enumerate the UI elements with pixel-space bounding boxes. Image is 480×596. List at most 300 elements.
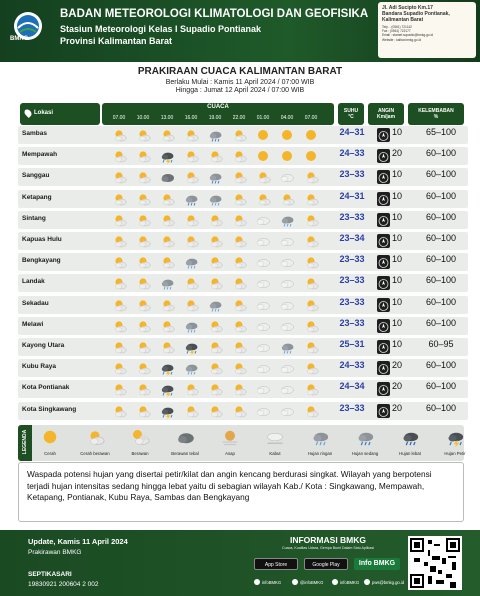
city-name: Kayong Utara — [22, 342, 65, 349]
moderate-rain-icon — [207, 169, 223, 185]
partly-cloudy-icon — [135, 403, 151, 419]
temperature: 25–31 — [339, 339, 365, 349]
kelembaban-label: KELEMBABAN — [418, 108, 454, 114]
temperature: 23–33 — [339, 317, 365, 328]
temperature: 23–33 — [339, 402, 365, 413]
partly-cloudy-icon — [255, 169, 271, 185]
partly-cloudy-icon — [111, 127, 127, 143]
partly-cloudy-icon — [159, 254, 175, 270]
city-name: Ketapang — [22, 193, 52, 201]
city-name: Landak — [22, 278, 45, 286]
table-row — [18, 190, 468, 208]
partly-cloudy-icon — [159, 212, 175, 228]
partly-cloudy-icon — [231, 381, 247, 397]
sunny-icon — [303, 148, 319, 164]
city-name: Sanggau — [22, 172, 50, 180]
cloudy-icon — [255, 360, 271, 376]
forecaster-label: Prakirawan BMKG — [28, 549, 82, 556]
info-title: INFORMASI BMKG — [289, 535, 367, 545]
social-2-label: @infoBMKG — [300, 580, 324, 585]
city-name: Sambas — [22, 130, 47, 137]
partly-cloudy-icon — [183, 212, 199, 228]
wind-direction-icon — [377, 234, 390, 248]
lokasi-label: Lokasi — [34, 110, 54, 116]
sunny-icon — [255, 148, 271, 164]
wind-direction-icon — [377, 319, 390, 333]
partly-cloudy-icon — [207, 360, 223, 376]
light-rain-icon — [279, 212, 295, 228]
cloudy-icon — [255, 254, 271, 270]
wind-direction-icon — [377, 276, 390, 290]
legend-label: Hujan lebat — [399, 451, 421, 456]
partly-cloudy-icon — [135, 254, 151, 270]
city-name: Mempawah — [22, 151, 58, 159]
header-angin — [368, 103, 404, 125]
temperature: 24–33 — [339, 360, 365, 371]
overcast-icon — [159, 169, 175, 185]
social-link-3[interactable] — [332, 579, 359, 587]
partly-cloudy-icon — [159, 339, 175, 355]
table-row — [18, 380, 468, 398]
partly-cloudy-icon — [303, 403, 319, 419]
address-line-3: Kalimantan Barat — [382, 17, 424, 23]
wind-direction-icon — [377, 213, 390, 227]
thunderstorm-icon — [445, 427, 465, 447]
partly-cloudy-icon — [231, 318, 247, 334]
city-name: Kapuas Hulu — [22, 236, 62, 243]
partly-cloudy-icon — [135, 169, 151, 185]
legend-label: Berawan tebal — [171, 451, 199, 456]
forecaster-nip: 19830921 200604 2 002 — [28, 581, 99, 588]
cloudy-icon — [255, 275, 271, 291]
thunderstorm-icon — [159, 360, 175, 376]
valid-from: Berlaku Mulai : Kamis 11 April 2024 / 07:00 WIB — [165, 79, 315, 86]
cloudy-icon — [255, 381, 271, 397]
moderate-rain-icon — [355, 427, 375, 447]
header-kelembaban — [408, 103, 464, 125]
wind-direction-icon — [377, 170, 390, 184]
suhu-label: SUHU — [343, 108, 359, 114]
time-columns — [102, 115, 334, 124]
sunny-icon — [279, 127, 295, 143]
partly-cloudy-icon — [183, 275, 199, 291]
city-name: Kota Pontianak — [22, 384, 70, 392]
partly-cloudy-icon — [183, 233, 199, 249]
wind-direction-icon — [377, 255, 390, 269]
legend-item — [121, 427, 159, 456]
thunderstorm-icon — [159, 403, 175, 419]
moderate-rain-icon — [183, 191, 199, 207]
city-name: Kubu Raya — [22, 363, 56, 371]
cuaca-label: CUACA — [207, 104, 229, 110]
time-label: 01.00 — [256, 115, 270, 121]
info-bmkg-panel — [252, 532, 404, 594]
partly-cloudy-icon — [231, 169, 247, 185]
fog-icon — [265, 427, 285, 447]
time-label: 04.00 — [280, 115, 294, 121]
partly-cloudy-icon — [135, 381, 151, 397]
light-rain-icon — [207, 191, 223, 207]
light-rain-icon — [183, 318, 199, 334]
table-row — [18, 274, 468, 292]
humidity: 60–100 — [425, 190, 457, 201]
partly-cloudy-icon — [183, 297, 199, 313]
header-lokasi — [20, 103, 100, 125]
cloudy-icon — [279, 254, 295, 270]
legend-title: LEGENDA — [22, 429, 28, 455]
logo-text: BMKG — [10, 36, 29, 42]
temperature: 23–33 — [339, 275, 365, 286]
wind-speed: 10 — [392, 233, 403, 243]
forecaster-name: SEPTIKASARI — [28, 571, 72, 578]
time-label: 19.00 — [208, 115, 222, 121]
website-line: Website : kalbar.bmkg.go.id — [382, 37, 422, 42]
temperature: 24–31 — [339, 127, 365, 137]
wind-speed: 20 — [392, 148, 403, 159]
partly-cloudy-icon — [111, 381, 127, 397]
wind-direction-icon — [377, 361, 390, 375]
instagram-icon — [254, 579, 260, 585]
legend-label: Hujan Petir — [444, 451, 466, 456]
facebook-icon — [332, 579, 338, 585]
table-row — [18, 168, 468, 186]
temperature: 23–33 — [339, 254, 365, 265]
angin-unit: Km/jam — [376, 114, 396, 120]
light-rain-icon — [207, 297, 223, 313]
cloudy-icon — [279, 381, 295, 397]
thunderstorm-icon — [159, 148, 175, 164]
partly-cloudy-icon — [135, 360, 151, 376]
humidity: 60–100 — [425, 254, 457, 265]
legend-label: Cerah berawan — [80, 451, 110, 456]
light-rain-icon — [310, 427, 330, 447]
partly-cloudy-icon — [207, 254, 223, 270]
globe-icon — [364, 579, 370, 585]
wind-direction-icon — [377, 149, 390, 163]
partly-cloudy-icon — [207, 275, 223, 291]
partly-cloudy-icon — [303, 169, 319, 185]
partly-cloudy-icon — [303, 275, 319, 291]
legend-item — [211, 427, 249, 456]
humidity: 60–100 — [425, 296, 457, 307]
partly-cloudy-icon — [135, 127, 151, 143]
partly-cloudy-icon — [231, 127, 247, 143]
social-1-label: infoBMKG — [262, 580, 282, 585]
city-name: Sintang — [22, 214, 46, 222]
partly-cloudy-icon — [85, 427, 105, 447]
partly-cloudy-icon — [231, 148, 247, 164]
temperature: 24–33 — [339, 148, 365, 159]
partly-cloudy-icon — [111, 254, 127, 270]
wind-speed: 10 — [392, 339, 403, 349]
header-banner — [0, 0, 480, 62]
wind-direction-icon — [377, 128, 390, 142]
partly-cloudy-icon — [303, 339, 319, 355]
table-row — [18, 338, 468, 356]
wind-speed: 10 — [392, 190, 403, 201]
station-name: Stasiun Meteorologi Kelas I Supadio Pontianak — [60, 24, 262, 34]
partly-cloudy-icon — [231, 297, 247, 313]
header-suhu — [338, 103, 364, 125]
cloudy-icon — [279, 403, 295, 419]
agency-name: BADAN METEOROLOGI KLIMATOLOGI DAN GEOFISIKA — [60, 8, 369, 20]
bmkg-logo-icon — [8, 8, 48, 54]
legend-label: Asap — [225, 451, 235, 456]
city-name: Melawi — [22, 320, 44, 328]
web-link[interactable] — [364, 579, 404, 587]
cloudy-icon — [279, 318, 295, 334]
legend-item — [76, 427, 114, 456]
partly-cloudy-icon — [231, 191, 247, 207]
legend-label: Hujan ringan — [307, 451, 333, 456]
time-label: 10.00 — [136, 115, 150, 121]
table-row — [18, 211, 468, 229]
partly-cloudy-icon — [111, 360, 127, 376]
fax-line: Fax : (0561) 722177 — [382, 29, 411, 34]
humidity: 60–100 — [425, 317, 457, 328]
partly-cloudy-icon — [111, 297, 127, 313]
partly-cloudy-icon — [207, 233, 223, 249]
update-date: Update, Kamis 11 April 2024 — [28, 537, 128, 546]
partly-cloudy-icon — [159, 297, 175, 313]
legend-panel — [18, 425, 464, 461]
table-row — [18, 253, 468, 271]
sunny-icon — [255, 127, 271, 143]
city-name: Sekadau — [22, 299, 49, 307]
app-store-button[interactable]: App Store — [254, 558, 298, 570]
wind-direction-icon — [377, 192, 390, 206]
humidity: 60–95 — [428, 339, 454, 349]
thunderstorm-icon — [183, 339, 199, 355]
partly-cloudy-icon — [279, 191, 295, 207]
temperature: 23–33 — [339, 169, 365, 180]
light-rain-icon — [159, 275, 175, 291]
temperature: 24–31 — [339, 190, 365, 201]
cloudy-icon — [255, 233, 271, 249]
table-row — [18, 402, 468, 420]
qr-code-icon[interactable] — [408, 536, 462, 590]
partly-cloudy-icon — [183, 403, 199, 419]
partly-cloudy-icon — [135, 233, 151, 249]
twitter-icon — [292, 579, 298, 585]
legend-item — [436, 427, 474, 456]
wind-speed: 10 — [392, 296, 403, 307]
legend-label: Berawan — [131, 451, 149, 456]
partly-cloudy-icon — [231, 339, 247, 355]
legend-label: Hujan sedang — [351, 451, 379, 456]
wind-speed: 10 — [392, 275, 403, 286]
partly-cloudy-icon — [111, 339, 127, 355]
table-row — [18, 296, 468, 314]
partly-cloudy-icon — [207, 318, 223, 334]
legend-item — [346, 427, 384, 456]
partly-cloudy-icon — [231, 360, 247, 376]
legend-label: Cerah — [44, 451, 56, 456]
time-label: 13.00 — [160, 115, 174, 121]
province-name: Provinsi Kalimantan Barat — [60, 36, 173, 46]
wind-speed: 20 — [392, 402, 403, 413]
table-row — [18, 147, 468, 165]
partly-cloudy-icon — [207, 381, 223, 397]
partly-cloudy-icon — [303, 318, 319, 334]
header-cuaca — [102, 103, 334, 125]
partly-cloudy-icon — [159, 233, 175, 249]
email-line: Email : stamet.supadio@bmkg.go.id — [382, 33, 434, 38]
valid-until: Hingga : Jumat 12 April 2024 / 07:00 WIB — [175, 87, 305, 94]
partly-cloudy-icon — [111, 318, 127, 334]
partly-cloudy-icon — [231, 212, 247, 228]
wind-direction-icon — [377, 382, 390, 396]
wind-speed: 10 — [392, 169, 403, 180]
wind-speed: 10 — [392, 127, 403, 137]
social-3-label: infoBMKG — [340, 580, 360, 585]
angin-label: ANGIN — [377, 108, 395, 114]
web-label: pws@bmkg.go.id — [372, 580, 405, 585]
social-link-1[interactable] — [254, 579, 281, 587]
temperature: 23–34 — [339, 233, 365, 243]
partly-cloudy-icon — [303, 297, 319, 313]
city-name: Bengkayang — [22, 257, 61, 265]
humidity: 60–100 — [425, 233, 457, 243]
partly-cloudy-icon — [231, 254, 247, 270]
table-row — [18, 359, 468, 377]
partly-cloudy-icon — [135, 148, 151, 164]
city-name: Kota Singkawang — [22, 405, 77, 413]
partly-cloudy-icon — [231, 403, 247, 419]
partly-cloudy-icon — [207, 212, 223, 228]
partly-cloudy-icon — [159, 191, 175, 207]
humidity: 60–100 — [425, 360, 457, 371]
light-rain-icon — [183, 254, 199, 270]
address-line-2: Bandara Supadio Pontianak, — [382, 11, 450, 17]
partly-cloudy-icon — [135, 297, 151, 313]
sunny-icon — [40, 427, 60, 447]
cloudy-icon — [255, 318, 271, 334]
partly-cloudy-icon — [135, 339, 151, 355]
partly-cloudy-icon — [111, 191, 127, 207]
partly-cloudy-icon — [135, 212, 151, 228]
table-row — [18, 317, 468, 335]
partly-cloudy-icon — [111, 212, 127, 228]
partly-cloudy-icon — [303, 254, 319, 270]
info-bmkg-button[interactable]: Info BMKG — [354, 558, 400, 570]
partly-cloudy-icon — [303, 233, 319, 249]
partly-cloudy-icon — [111, 403, 127, 419]
humidity: 60–100 — [425, 275, 457, 286]
google-play-button[interactable]: Google Play — [304, 558, 348, 570]
partly-cloudy-icon — [231, 233, 247, 249]
wind-speed: 10 — [392, 317, 403, 328]
partly-cloudy-icon — [183, 148, 199, 164]
suhu-unit: °C — [348, 114, 354, 120]
wind-speed: 10 — [392, 211, 403, 222]
partly-cloudy-icon — [207, 403, 223, 419]
cloudy-icon — [255, 297, 271, 313]
partly-cloudy-icon — [111, 233, 127, 249]
partly-cloudy-icon — [303, 212, 319, 228]
humidity: 60–100 — [425, 402, 457, 413]
cloudy-icon — [279, 297, 295, 313]
legend-item — [301, 427, 339, 456]
partly-cloudy-icon — [207, 339, 223, 355]
cloudy-icon — [255, 339, 271, 355]
cloudy-icon — [279, 360, 295, 376]
info-subtitle: Cuaca, Kualitas Udara, Gempa Bumi Dalam Satu Aplikasi — [282, 546, 374, 550]
cloudy-icon — [279, 233, 295, 249]
wind-speed: 20 — [392, 360, 403, 371]
light-rain-icon — [279, 339, 295, 355]
partly-cloudy-icon — [111, 275, 127, 291]
partly-cloudy-icon — [231, 275, 247, 291]
haze-icon — [220, 427, 240, 447]
cloudy-icon — [255, 212, 271, 228]
page-title: PRAKIRAAN CUACA KALIMANTAN BARAT — [137, 66, 343, 77]
location-pin-icon — [23, 108, 33, 118]
partly-cloudy-icon — [159, 318, 175, 334]
partly-cloudy-icon — [135, 318, 151, 334]
partly-cloudy-icon — [111, 169, 127, 185]
partly-cloudy-icon — [303, 360, 319, 376]
partly-cloudy-icon — [159, 127, 175, 143]
partly-cloudy-icon — [111, 148, 127, 164]
partly-cloudy-icon — [183, 169, 199, 185]
time-label: 16.00 — [184, 115, 198, 121]
cloudy-icon — [255, 403, 271, 419]
partly-cloudy-icon — [183, 127, 199, 143]
light-rain-icon — [183, 360, 199, 376]
partly-cloudy-icon — [303, 191, 319, 207]
heavy-rain-icon — [400, 427, 420, 447]
partly-cloudy-icon — [255, 191, 271, 207]
legend-item — [256, 427, 294, 456]
cloudy-icon — [279, 275, 295, 291]
wind-speed: 10 — [392, 254, 403, 265]
temperature: 24–34 — [339, 381, 365, 392]
moderate-rain-icon — [207, 127, 223, 143]
humidity: 60–100 — [425, 211, 457, 222]
humidity: 60–100 — [425, 169, 457, 180]
legend-label: Kabut — [269, 451, 281, 456]
humidity: 65–100 — [425, 127, 457, 137]
table-row — [18, 232, 468, 250]
time-label: 22.00 — [232, 115, 246, 121]
wind-speed: 20 — [392, 381, 403, 392]
table-row — [18, 126, 468, 144]
time-label: 07.00 — [304, 115, 318, 121]
thunderstorm-icon — [159, 381, 175, 397]
forecast-title-block — [0, 66, 480, 94]
legend-item — [166, 427, 204, 456]
cloudy-icon — [279, 169, 295, 185]
wind-direction-icon — [377, 404, 390, 418]
time-label: 07.00 — [112, 115, 126, 121]
address-line-1: Jl. Adi Sucipto Km.17 — [382, 5, 433, 11]
overcast-icon — [175, 427, 195, 447]
partly-cloudy-icon — [135, 275, 151, 291]
phone-line: Telp. : (0561) 721142 — [382, 25, 412, 29]
social-link-2[interactable] — [292, 579, 323, 587]
warning-text: Waspada potensi hujan yang disertai petir/kilat dan angin kencang berdurasi singkat. Wilayah yang berpotensi terjadi hujan intensitas sedang hingga lebat yaitu di sebagian wilayah Kab./ Kota : Singkawang, Mempawah, Ketapang, Pontianak, Kubu Raya, Sambas dan Bengkayang — [18, 462, 464, 522]
legend-item — [391, 427, 429, 456]
sunny-icon — [279, 148, 295, 164]
partly-cloudy-icon — [183, 381, 199, 397]
partly-cloudy-icon — [303, 381, 319, 397]
temperature: 23–33 — [339, 211, 365, 222]
wind-direction-icon — [377, 298, 390, 312]
humidity: 60–100 — [425, 381, 457, 392]
temperature: 23–33 — [339, 296, 365, 307]
sunny-icon — [303, 127, 319, 143]
